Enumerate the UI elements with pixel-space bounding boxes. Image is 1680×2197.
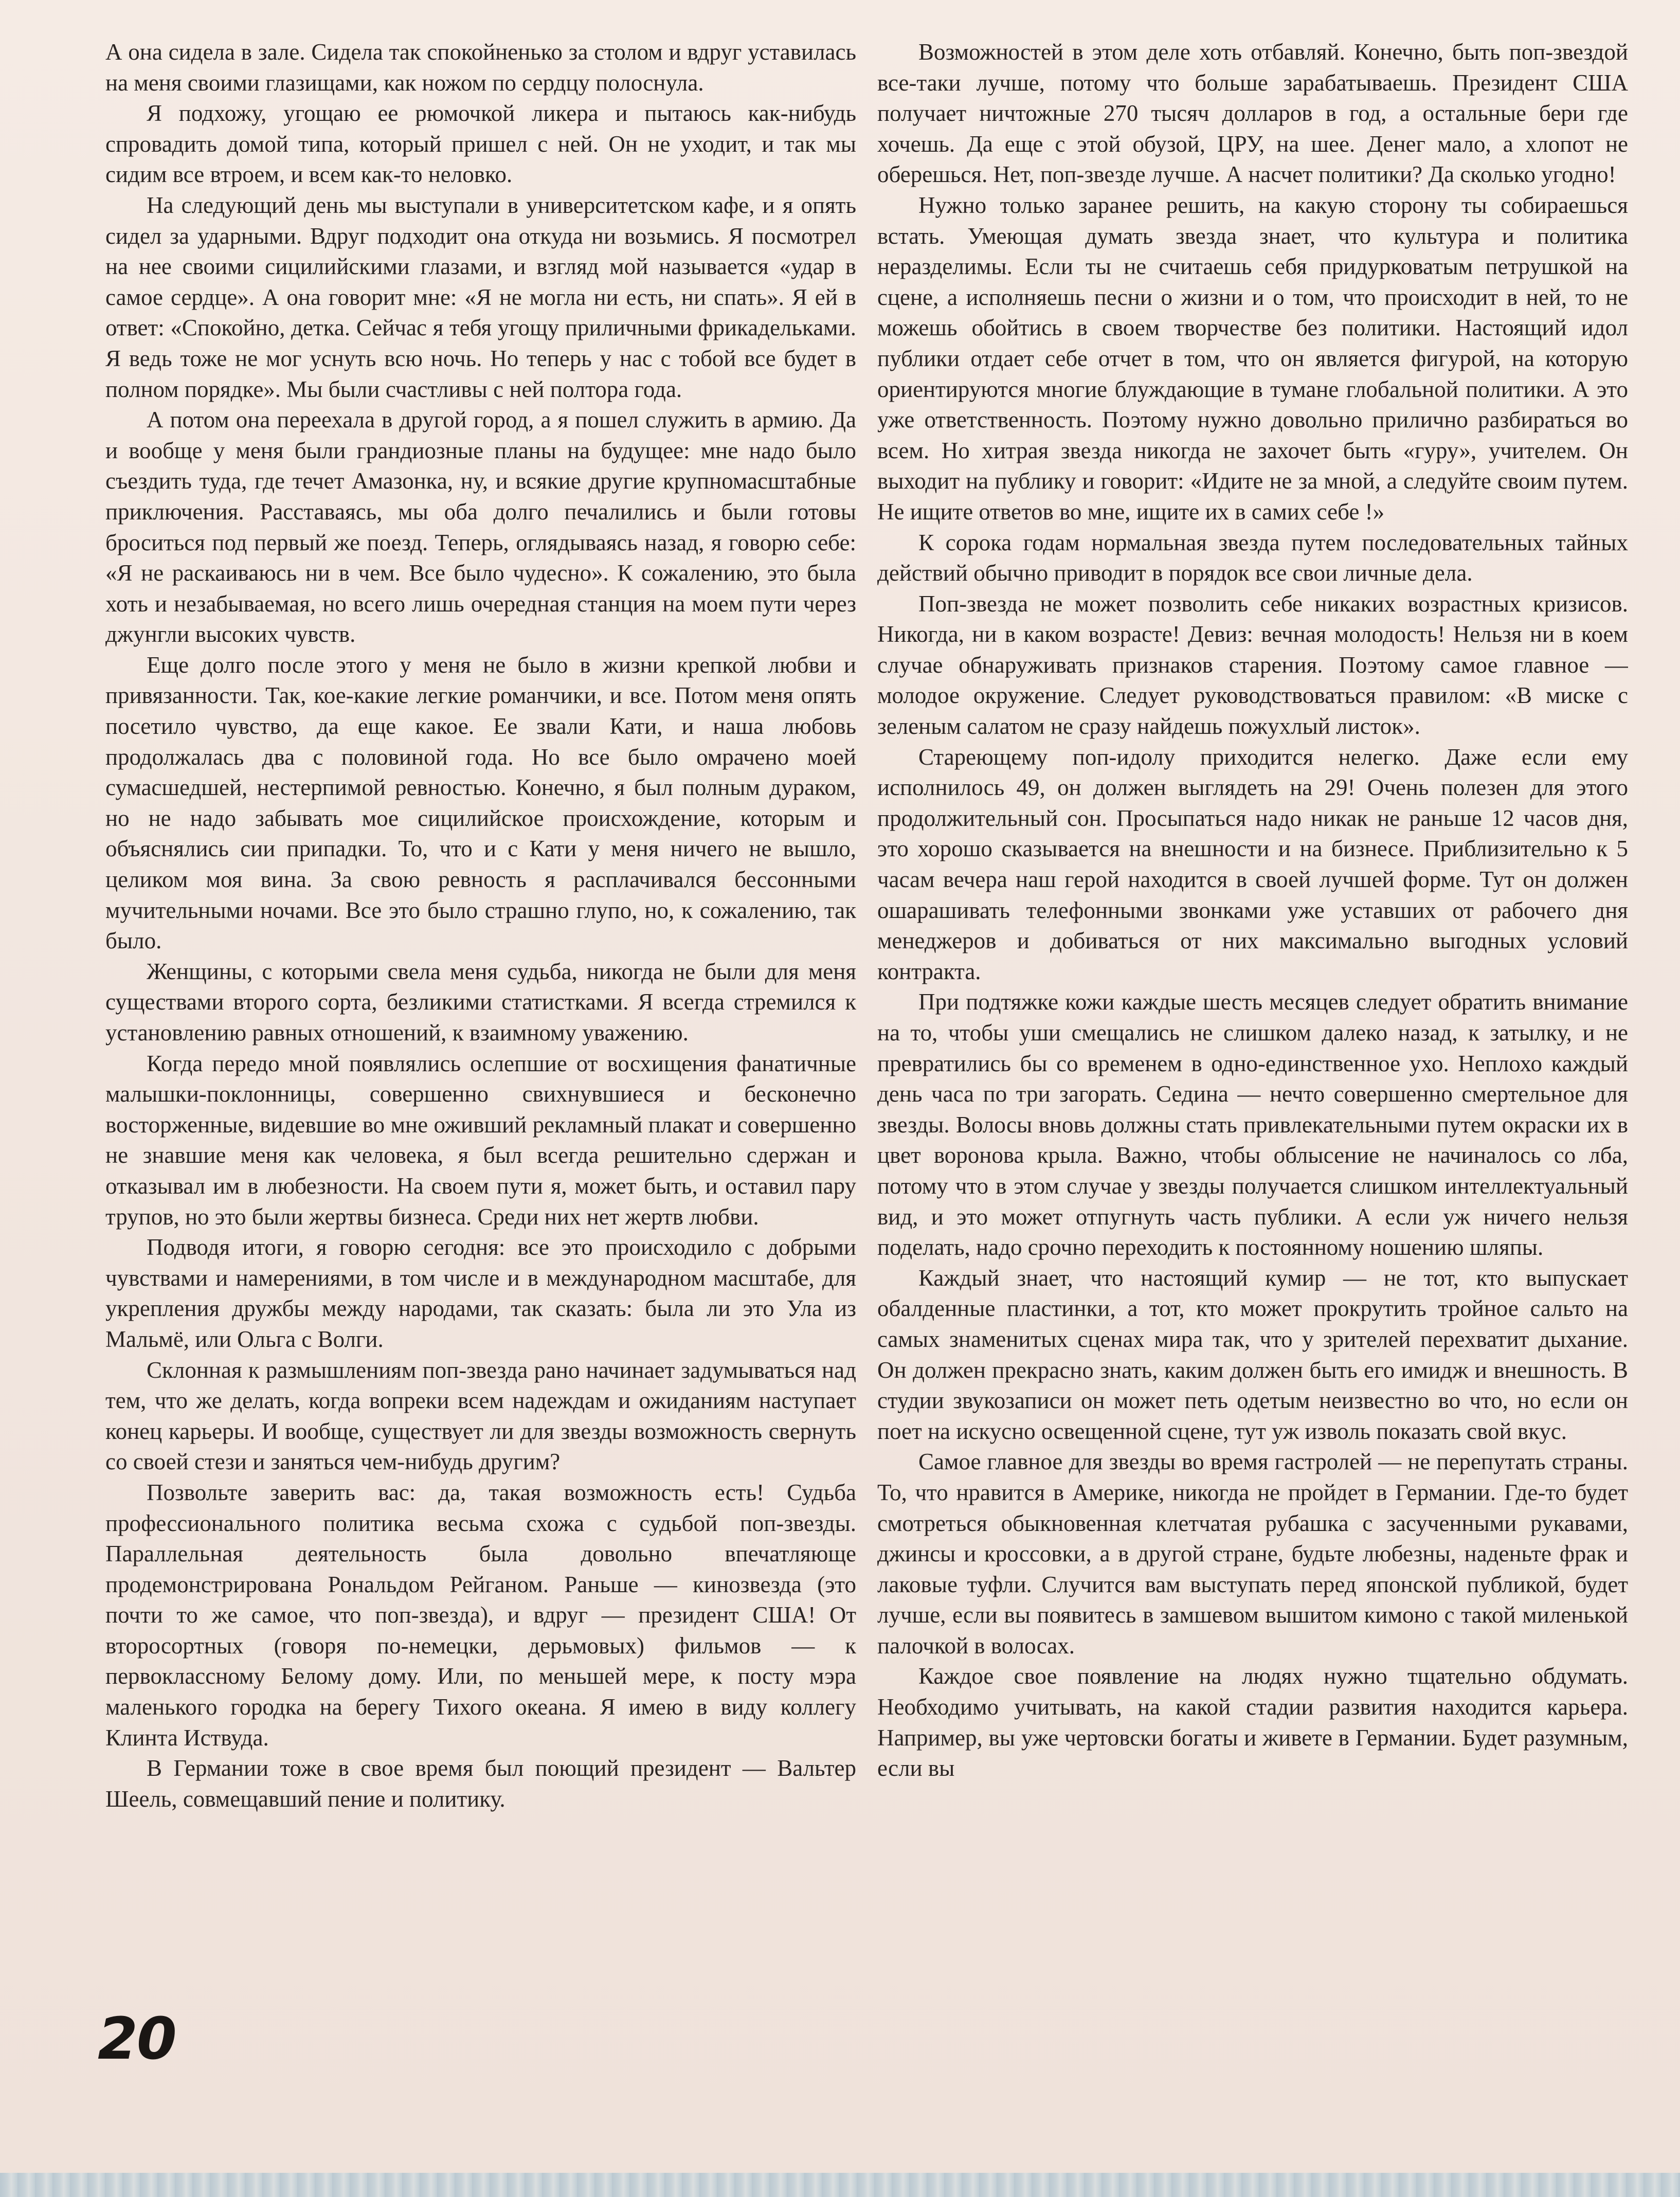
paragraph: Позвольте заверить вас: да, такая возможность есть! Судьба профессионального политика весьма схожа с судьбой поп-звезды. Параллельная деятельность была довольно впечатляюще продемонстрирована Рональдом Рейганом. Раньше — кинозвезда (это почти то же самое, что поп-звезда), и вдруг — президент США! От второсортных (говоря по-немецки, дерьмовых) фильмов — к первоклассному Белому дому. Или, по меньшей мере, к посту мэра маленького городка на берегу Тихого океана. Я имею в виду коллегу Клинта Иствуда. xyxy=(105,1479,856,1751)
paragraph: Поп-звезда не может позволить себе никаких возрастных кризисов. Никогда, ни в каком возрасте! Девиз: вечная молодость! Нельзя ни в коем случае обнаруживать признаков старения. Поэтому самое главное — молодое окружение. Следует руководствоваться правилом: «В миске с зеленым салатом не сразу найдешь пожухлый листок». xyxy=(877,590,1628,740)
paragraph: А она сидела в зале. Сидела так спокойненько за столом и вдруг уставилась на меня своими глазищами, как ножом по сердцу полоснула. xyxy=(105,39,856,96)
paragraph: А потом она переехала в другой город, а я пошел служить в армию. Да и вообще у меня были грандиозные планы на будущее: мне надо было съездить туда, где течет Амазонка, ну, и всякие другие крупномасштабные приключения. Расставаясь, мы оба долго печалились и были готовы броситься под первый же поезд. Теперь, оглядываясь назад, я говорю себе: «Я не раскаиваюсь ни в чем. Все было чудесно». К сожалению, это была хоть и незабываемая, но всего лишь очередная станция на моем пути через джунгли высоких чувств. xyxy=(105,407,856,647)
page-number: 20 xyxy=(98,2006,176,2073)
paragraph: Нужно только заранее решить, на какую сторону ты собираешься встать. Умеющая думать звезда знает, что культура и политика неразделимы. Если ты не считаешь себя придурковатым петрушкой на сцене, а исполняешь песни о жизни и о том, что происходит в ней, то не можешь обойтись в своем творчестве без политики. Настоящий идол публики отдает себе отчет в том, что он является фигурой, на которую ориентируются многие блуждающие в тумане глобальной политики. А это уже ответственность. Поэтому нужно довольно прилично разбираться во всем. Но хитрая звезда никогда не захочет быть «гуру», учителем. Он выходит на публику и говорит: «Идите не за мной, а следуйте своим путем. Не ищите ответов во мне, ищите их в самих себе !» xyxy=(877,192,1628,525)
paragraph: Самое главное для звезды во время гастролей — не перепутать страны. То, что нравится в Америке, никогда не пройдет в Германии. Где-то будет смотреться обыкновенная клетчатая рубашка с засученными рукавами, джинсы и кроссовки, а в другой стране, будьте любезны, наденьте фрак и лаковые туфли. Случится вам выступать перед японской публикой, будет лучше, если вы появитесь в замшевом вышитом кимоно с такой миленькой палочкой в волосах. xyxy=(877,1449,1628,1659)
right-text-column xyxy=(877,37,1628,2012)
paragraph: Каждое свое появление на людях нужно тщательно обдумать. Необходимо учитывать, на какой стадии развития находится карьера. Например, вы уже чертовски богаты и живете в Германии. Будет разумным, если вы xyxy=(877,1663,1628,1781)
paragraph: В Германии тоже в свое время был поющий президент — Вальтер Шеель, совмещавший пение и политику. xyxy=(105,1755,856,1812)
paragraph: Стареющему поп-идолу приходится нелегко. Даже если ему исполнилось 49, он должен выглядеть на 29! Очень полезен для этого продолжительный сон. Просыпаться надо никак не раньше 12 часов дня, это хорошо сказывается на внешности и на бизнесе. Приблизительно к 5 часам вечера наш герой находится в своей лучшей форме. Тут он должен ошарашивать телефонными звонками уже уставших от рабочего дня менеджеров и добиваться от них максимально выгодных условий контракта. xyxy=(877,744,1628,984)
paragraph: Когда передо мной появлялись ослепшие от восхищения фанатичные малышки-поклонницы, совершенно свихнувшиеся и бесконечно восторженные, видевшие во мне оживший рекламный плакат и совершенно не знавшие меня как человека, я был всегда решительно сдержан и отказывал им в любезности. На своем пути я, может быть, и оставил пару трупов, но это были жертвы бизнеса. Среди них нет жертв любви. xyxy=(105,1050,856,1230)
paragraph: Склонная к размышлениям поп-звезда рано начинает задумываться над тем, что же делать, когда вопреки всем надеждам и ожиданиям наступает конец карьеры. И вообще, существует ли для звезды возможность свернуть со своей стези и заняться чем-нибудь другим? xyxy=(105,1357,856,1475)
paragraph: При подтяжке кожи каждые шесть месяцев следует обратить внимание на то, чтобы уши смещались не слишком далеко назад, к затылку, и не превратились бы со временем в одно-единственное ухо. Неплохо каждый день часа по три загорать. Седина — нечто совершенно смертельное для звезды. Волосы вновь должны стать привлекательными путем окраски их в цвет воронова крыла. Важно, чтобы облысение не начиналось со лба, потому что в этом случае у звезды получается слишком интеллектуальный вид, и это может отпугнуть часть публики. А если уж ничего нельзя поделать, надо срочно переходить к постоянному ношению шляпы. xyxy=(877,989,1628,1260)
paragraph: Еще долго после этого у меня не было в жизни крепкой любви и привязанности. Так, кое-какие легкие романчики, и все. Потом меня опять посетило чувство, да еще какое. Ее звали Кати, и наша любовь продолжалась два с половиной года. Но все было омрачено моей сумасшедшей, нестерпимой ревностью. Конечно, я был полным дураком, но не надо забывать мое сицилийское происхождение, которым и объяснялись сии припадки. То, что и с Кати у меня ничего не вышло, целиком моя вина. За свою ревность я расплачивался бессонными мучительными ночами. Все это было страшно глупо, но, к сожалению, так было. xyxy=(105,652,856,954)
paragraph: Подводя итоги, я говорю сегодня: все это происходило с добрыми чувствами и намерениями, в том числе и в международном масштабе, для укрепления дружбы между народами, так сказать: была ли это Ула из Мальмё, или Ольга с Волги. xyxy=(105,1234,856,1352)
paragraph: Я подхожу, угощаю ее рюмочкой ликера и пытаюсь как-нибудь спровадить домой типа, который пришел с ней. Он не уходит, и так мы сидим все втроем, и всем как-то неловко. xyxy=(105,100,856,188)
page-bottom-edge xyxy=(0,2173,1680,2197)
paragraph: На следующий день мы выступали в университетском кафе, и я опять сидел за ударными. Вдруг подходит она откуда ни возьмись. Я посмотрел на нее своими сицилийскими глазами, и взгляд мой называется «удар в самое сердце». А она говорит мне: «Я не могла ни есть, ни спать». Я ей в ответ: «Спокойно, детка. Сейчас я тебя угощу приличными фрикадельками. Я ведь тоже не мог уснуть всю ночь. Но теперь у нас с тобой все будет в полном порядке». Мы были счастливы с ней полтора года. xyxy=(105,192,856,402)
paragraph: Женщины, с которыми свела меня судьба, никогда не были для меня существами второго сорта, безликими статистками. Я всегда стремился к установлению равных отношений, к взаимному уважению. xyxy=(105,958,856,1046)
paragraph: Возможностей в этом деле хоть отбавляй. Конечно, быть поп-звездой все-таки лучше, потому что больше зарабатываешь. Президент США получает ничтожные 270 тысяч долларов в год, а остальные бери где хочешь. Да еще с этой обузой, ЦРУ, на шее. Денег мало, а хлопот не оберешься. Нет, поп-звезде лучше. А насчет политики? Да сколько угодно! xyxy=(877,39,1628,188)
paragraph: К сорока годам нормальная звезда путем последовательных тайных действий обычно приводит в порядок все свои личные дела. xyxy=(877,529,1628,586)
left-text-column xyxy=(105,37,856,2012)
paragraph: Каждый знает, что настоящий кумир — не тот, кто выпускает обалденные пластинки, а тот, кто может прокрутить тройное сальто на самых знаменитых сценах мира так, что у зрителей перехватит дыхание. Он должен прекрасно знать, каким должен быть его имидж и внешность. В студии звукозаписи он может петь одетым неизвестно во что, но если он поет на искусно освещенной сцене, тут уж изволь показать свой вкус. xyxy=(877,1265,1628,1444)
